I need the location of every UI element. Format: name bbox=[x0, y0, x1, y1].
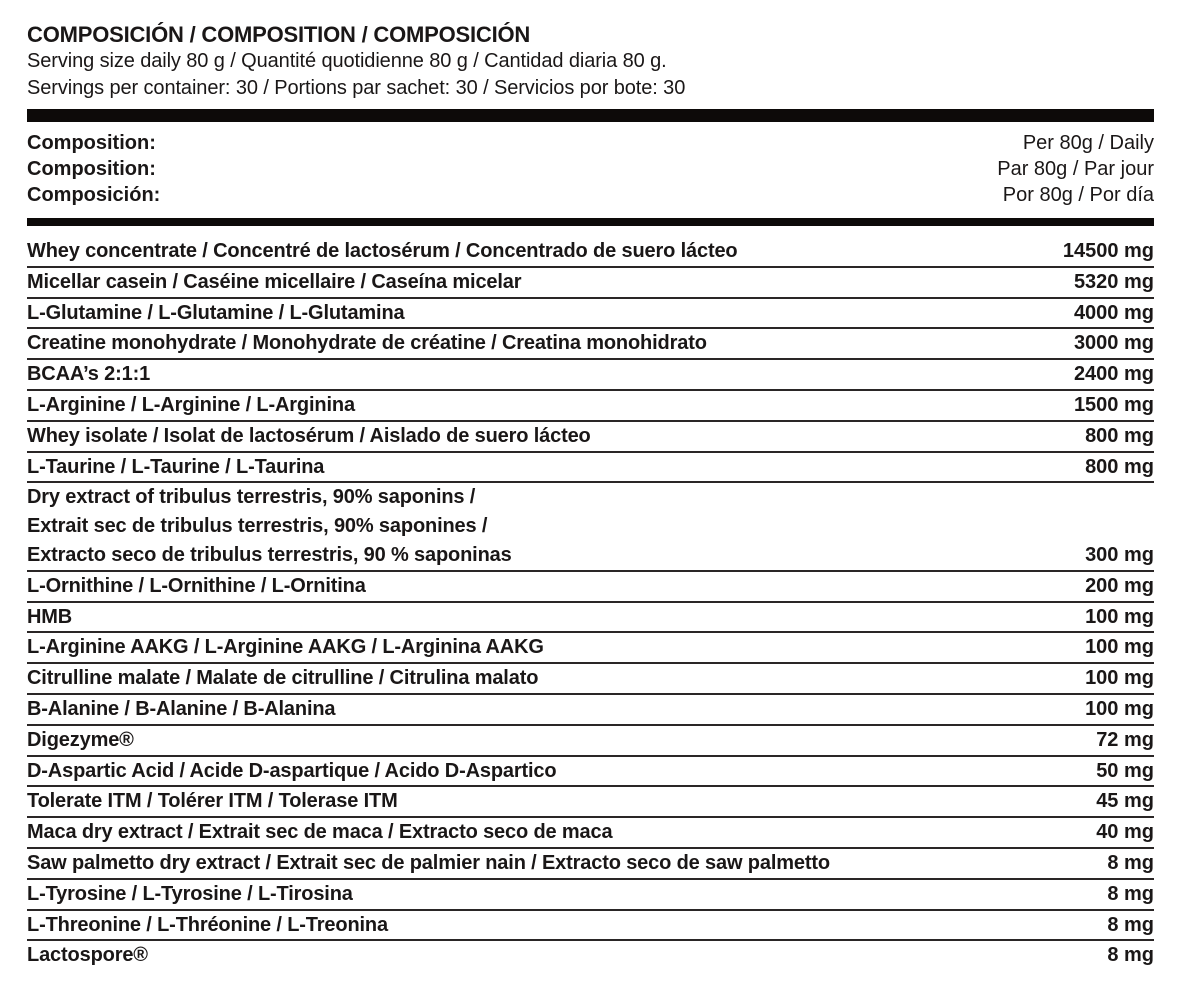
table-row bbox=[27, 391, 1154, 422]
ingredient-amount: 5320 mg bbox=[1073, 270, 1154, 293]
table-row bbox=[27, 237, 1154, 268]
table-row bbox=[27, 453, 1154, 484]
table-row bbox=[27, 849, 1154, 880]
ingredient-amount: 100 mg bbox=[1085, 697, 1154, 720]
ingredient-name: D-Aspartic Acid / Acide D-aspartique / Acido D-Aspartico bbox=[27, 759, 557, 782]
divider-thick-top bbox=[27, 109, 1154, 122]
ingredient-name-es: Extracto seco de tribulus terrestris, 90 % saponinas bbox=[27, 543, 512, 566]
ingredient-amount: 100 mg bbox=[1085, 605, 1154, 628]
table-row bbox=[27, 726, 1154, 757]
table-row bbox=[27, 941, 1154, 970]
table-row bbox=[27, 664, 1154, 695]
ingredient-name: L-Taurine / L-Taurine / L-Taurina bbox=[27, 455, 325, 478]
table-row bbox=[27, 787, 1154, 818]
composition-header-row-en bbox=[27, 130, 1154, 156]
ingredient-amount: 3000 mg bbox=[1073, 332, 1154, 355]
divider-thick-bottom bbox=[27, 218, 1154, 226]
ingredient-amount: 50 mg bbox=[1096, 759, 1154, 782]
composition-label-es: Composición: bbox=[27, 183, 161, 206]
ingredient-name: L-Threonine / L-Thréonine / L-Treonina bbox=[27, 913, 388, 936]
ingredient-name: L-Glutamine / L-Glutamine / L-Glutamina bbox=[27, 301, 405, 324]
composition-header-row-es bbox=[27, 182, 1154, 208]
ingredient-amount: 4000 mg bbox=[1073, 301, 1154, 324]
per-serving-label-en: Per 80g / Daily bbox=[1022, 131, 1154, 154]
ingredient-amount: 300 mg bbox=[1085, 543, 1154, 566]
ingredient-name: Digezyme® bbox=[27, 728, 134, 751]
ingredient-name: HMB bbox=[27, 605, 73, 628]
table-row bbox=[27, 757, 1154, 788]
ingredient-name: Maca dry extract / Extrait sec de maca / Extracto seco de maca bbox=[27, 821, 613, 844]
table-row bbox=[27, 818, 1154, 849]
ingredient-name: Lactospore® bbox=[27, 944, 148, 967]
composition-label-en: Composition: bbox=[27, 131, 156, 154]
ingredient-name: B-Alanine / B-Alanine / B-Alanina bbox=[27, 697, 336, 720]
ingredient-name: L-Tyrosine / L-Tyrosine / L-Tirosina bbox=[27, 882, 353, 905]
ingredient-amount: 14500 mg bbox=[1062, 240, 1154, 262]
ingredient-amount: 2400 mg bbox=[1073, 363, 1154, 386]
serving-size-text: Serving size daily 80 g / Quantité quotidienne 80 g / Cantidad diaria 80 g. bbox=[27, 50, 667, 72]
table-row bbox=[27, 268, 1154, 299]
per-serving-label-fr: Par 80g / Par jour bbox=[997, 157, 1154, 180]
table-row-multiline bbox=[27, 483, 1154, 571]
ingredient-name: BCAA’s 2:1:1 bbox=[27, 363, 151, 386]
ingredient-amount: 200 mg bbox=[1085, 574, 1154, 597]
table-row bbox=[27, 299, 1154, 330]
table-row bbox=[27, 572, 1154, 603]
ingredient-amount: 100 mg bbox=[1085, 667, 1154, 690]
ingredient-name bbox=[27, 483, 512, 569]
ingredient-name-fr: Extrait sec de tribulus terrestris, 90% saponines / bbox=[27, 515, 488, 538]
composition-label-fr: Composition: bbox=[27, 157, 156, 180]
table-row bbox=[27, 695, 1154, 726]
table-row bbox=[27, 603, 1154, 634]
table-row bbox=[27, 633, 1154, 664]
ingredient-name: Creatine monohydrate / Monohydrate de créatine / Creatina monohidrato bbox=[27, 332, 707, 355]
ingredient-name: Whey concentrate / Concentré de lactosérum / Concentrado de suero lácteo bbox=[27, 240, 738, 262]
ingredient-name: L-Arginine / L-Arginine / L-Arginina bbox=[27, 393, 355, 416]
ingredient-amount: 1500 mg bbox=[1073, 393, 1154, 416]
ingredient-name: L-Ornithine / L-Ornithine / L-Ornitina bbox=[27, 574, 366, 597]
table-row bbox=[27, 880, 1154, 911]
ingredient-amount: 8 mg bbox=[1107, 882, 1154, 905]
ingredient-amount: 800 mg bbox=[1085, 455, 1154, 478]
composition-header-row-fr bbox=[27, 156, 1154, 182]
ingredient-amount: 72 mg bbox=[1096, 728, 1154, 751]
page-title: COMPOSICIÓN / COMPOSITION / COMPOSICIÓN bbox=[27, 22, 531, 47]
ingredient-amount: 40 mg bbox=[1096, 821, 1154, 844]
ingredient-amount: 8 mg bbox=[1107, 851, 1154, 874]
table-row bbox=[27, 422, 1154, 453]
ingredients-table bbox=[27, 237, 1154, 970]
ingredient-amount: 8 mg bbox=[1107, 913, 1154, 936]
table-row bbox=[27, 329, 1154, 360]
ingredient-amount: 800 mg bbox=[1085, 424, 1154, 447]
ingredient-name: Whey isolate / Isolat de lactosérum / Aislado de suero lácteo bbox=[27, 424, 591, 447]
ingredient-name: Micellar casein / Caséine micellaire / Caseína micelar bbox=[27, 270, 522, 293]
table-row bbox=[27, 911, 1154, 942]
table-row bbox=[27, 360, 1154, 391]
servings-per-container-text: Servings per container: 30 / Portions par sachet: 30 / Servicios por bote: 30 bbox=[27, 77, 686, 99]
ingredient-name: Tolerate ITM / Tolérer ITM / Tolerase ITM bbox=[27, 790, 398, 813]
ingredient-name: Citrulline malate / Malate de citrulline / Citrulina malato bbox=[27, 667, 539, 690]
ingredient-name-en: Dry extract of tribulus terrestris, 90% saponins / bbox=[27, 486, 476, 509]
ingredient-amount: 100 mg bbox=[1085, 636, 1154, 659]
ingredient-name: Saw palmetto dry extract / Extrait sec de palmier nain / Extracto seco de saw palmetto bbox=[27, 851, 830, 874]
per-serving-label-es: Por 80g / Por día bbox=[1002, 183, 1154, 206]
ingredient-amount: 8 mg bbox=[1107, 944, 1154, 967]
ingredient-amount: 45 mg bbox=[1096, 790, 1154, 813]
ingredient-name: L-Arginine AAKG / L-Arginine AAKG / L-Arginina AAKG bbox=[27, 636, 544, 659]
